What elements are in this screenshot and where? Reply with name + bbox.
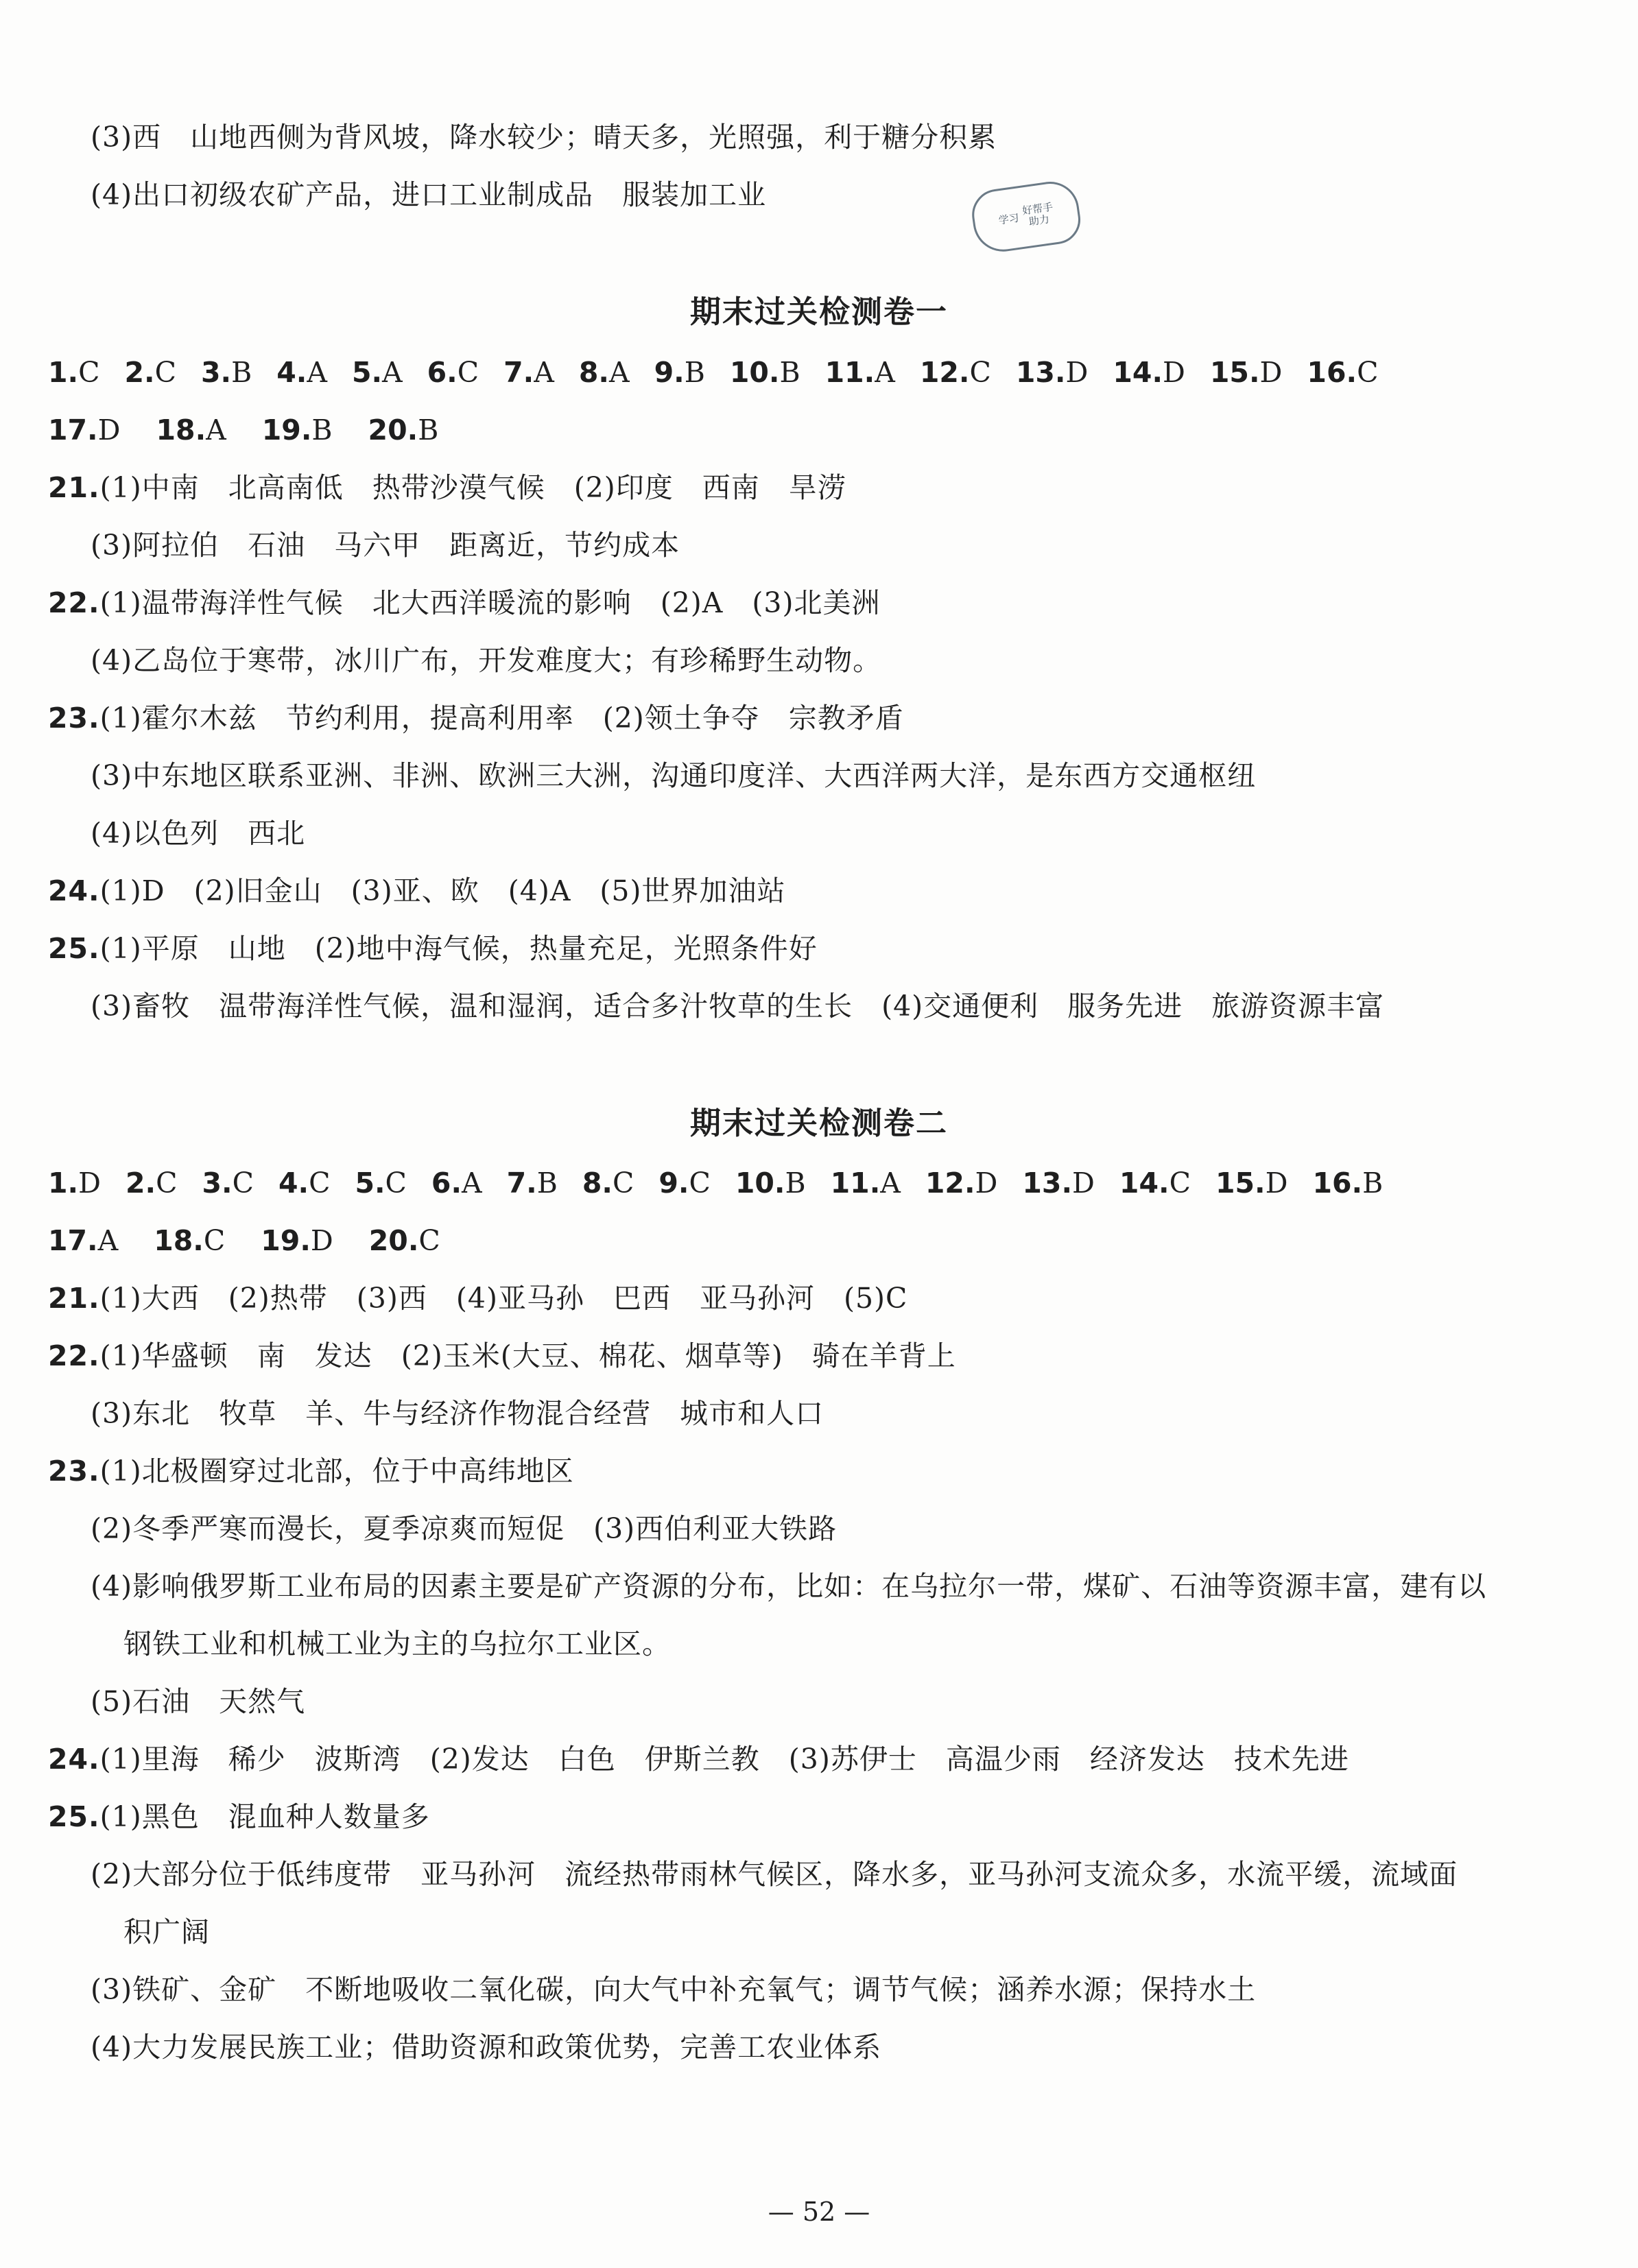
- mc-question-number: 4.: [278, 1167, 309, 1199]
- answer-line: (4)影响俄罗斯工业布局的因素主要是矿产资源的分布，比如：在乌拉尔一带，煤矿、石油等资源丰富，建有以: [91, 1570, 1487, 1603]
- mc-choice: A: [307, 356, 327, 389]
- mc-answer: [355, 1164, 406, 1202]
- mc-answer: [1312, 1164, 1383, 1202]
- answer-line: (5)石油 天然气: [91, 1685, 306, 1718]
- question-23: 23.(1)霍尔木兹 节约利用，提高利用率 (2)领土争夺 宗教矛盾: [48, 702, 904, 735]
- mc-answer: [1016, 353, 1089, 392]
- mc-answer: [276, 353, 327, 392]
- mc-question-number: 11.: [824, 356, 875, 389]
- mc-answer: [507, 1164, 558, 1202]
- answer-line: (3)铁矿、金矿 不断地吸收二氧化碳，向大气中补充氧气；调节气候；涵养水源；保持水土: [91, 1973, 1257, 2006]
- mc-answer: [1119, 1164, 1191, 1202]
- mc-answer: [582, 1164, 634, 1202]
- mc-question-number: 13.: [1022, 1167, 1073, 1199]
- answer-line: (3)东北 牧草 羊、牛与经济作物混合经营 城市和人口: [91, 1397, 824, 1430]
- mc-answer: [154, 1221, 225, 1260]
- mc-choice: C: [1169, 1167, 1191, 1199]
- mc-choice: C: [156, 1167, 178, 1199]
- question-22: 22.(1)华盛顿 南 发达 (2)玉米(大豆、棉花、烟草等) 骑在羊背上: [48, 1339, 956, 1372]
- mc-answer: [831, 1164, 901, 1202]
- mc-question-number: 10.: [729, 356, 780, 389]
- mc-question-number: 17.: [48, 414, 98, 446]
- mc-question-number: 16.: [1307, 356, 1357, 389]
- mc-answer: [202, 1164, 253, 1202]
- mc-question-number: 2.: [124, 356, 155, 389]
- mc-answer: [369, 1221, 440, 1260]
- mc-answer: [368, 411, 439, 449]
- answer-line: (3)西 山地西侧为背风坡，降水较少；晴天多，光照强，利于糖分积累: [91, 121, 997, 154]
- mc-answer: [825, 353, 895, 392]
- mc-question-number: 20.: [368, 1224, 419, 1257]
- mc-choice: B: [231, 356, 252, 389]
- mc-choice: C: [154, 356, 176, 389]
- mc-choice: D: [975, 1167, 998, 1199]
- mc-question-number: 11.: [830, 1167, 881, 1199]
- answer-line: (2)冬季严寒而漫长，夏季凉爽而短促 (3)西伯利亚大铁路: [91, 1512, 838, 1545]
- mc-question-number: 17.: [48, 1224, 98, 1257]
- mc-answer: [735, 1164, 806, 1202]
- mc-choice: C: [969, 356, 991, 389]
- mc-choice: D: [97, 414, 121, 446]
- mc-question-number: 5.: [351, 356, 383, 389]
- mc-question-number: 7.: [503, 356, 534, 389]
- question-21: 21.(1)中南 北高南低 热带沙漠气候 (2)印度 西南 旱涝: [48, 471, 846, 504]
- answer-line: 钢铁工业和机械工业为主的乌拉尔工业区。: [123, 1627, 671, 1660]
- mc-question-number: 14.: [1113, 356, 1163, 389]
- publisher-stamp: 学习 好帮手 助力: [969, 178, 1083, 256]
- mc-question-number: 5.: [355, 1167, 385, 1199]
- mc-choice: C: [1357, 356, 1379, 389]
- mc-choice: A: [206, 414, 226, 446]
- mc-question-number: 6.: [427, 356, 458, 389]
- mc-answer: [48, 1221, 118, 1260]
- mc-question-number: 19.: [261, 414, 312, 446]
- mc-answer: [579, 353, 630, 392]
- mc-answer: [427, 353, 479, 392]
- question-24: 24.(1)里海 稀少 波斯湾 (2)发达 白色 伊斯兰教 (3)苏伊士 高温少雨 经济发达 技术先进: [48, 1743, 1349, 1776]
- mc-choice: B: [785, 1167, 806, 1199]
- mc-answer: [48, 353, 99, 392]
- mc-answer: [920, 353, 991, 392]
- answer-line: (3)畜牧 温带海洋性气候，温和湿润，适合多汁牧草的生长 (4)交通便利 服务先进 旅游资源丰富: [91, 990, 1385, 1023]
- mc-answers-row: [48, 411, 474, 449]
- mc-choice: B: [536, 1167, 558, 1199]
- mc-choice: B: [684, 356, 705, 389]
- mc-choice: A: [875, 356, 895, 389]
- mc-answers-row: [48, 353, 1403, 392]
- mc-question-number: 12.: [925, 1167, 975, 1199]
- mc-question-number: 3.: [200, 356, 232, 389]
- mc-choice: B: [1362, 1167, 1384, 1199]
- question-25: 25.(1)黑色 混血种人数量多: [48, 1800, 430, 1833]
- mc-question-number: 10.: [735, 1167, 785, 1199]
- mc-answer: [124, 353, 176, 392]
- mc-question-number: 6.: [431, 1167, 462, 1199]
- section-title: 期末过关检测卷一: [689, 294, 948, 330]
- mc-choice: D: [1065, 356, 1089, 389]
- mc-choice: D: [310, 1224, 333, 1257]
- mc-choice: A: [880, 1167, 901, 1199]
- mc-answer: [262, 411, 333, 449]
- mc-answer: [658, 1164, 710, 1202]
- mc-answer: [1113, 353, 1185, 392]
- mc-question-number: 15.: [1215, 1167, 1266, 1199]
- mc-question-number: 13.: [1015, 356, 1066, 389]
- mc-choice: D: [1072, 1167, 1095, 1199]
- mc-answers-row: [48, 1164, 1408, 1202]
- mc-question-number: 15.: [1209, 356, 1260, 389]
- question-25: 25.(1)平原 山地 (2)地中海气候，热量充足，光照条件好: [48, 932, 818, 965]
- mc-question-number: 1.: [48, 356, 79, 389]
- mc-choice: B: [418, 414, 439, 446]
- mc-choice: C: [232, 1167, 254, 1199]
- question-22: 22.(1)温带海洋性气候 北大西洋暖流的影响 (2)A (3)北美洲: [48, 586, 881, 619]
- mc-choice: C: [309, 1167, 331, 1199]
- mc-choice: D: [1265, 1167, 1288, 1199]
- answer-line: 积广阔: [123, 1915, 210, 1948]
- mc-question-number: 16.: [1312, 1167, 1363, 1199]
- mc-question-number: 20.: [368, 414, 418, 446]
- mc-question-number: 9.: [658, 1167, 689, 1199]
- mc-question-number: 8.: [578, 356, 609, 389]
- answer-line: (4)大力发展民族工业；借助资源和政策优势，完善工农业体系: [91, 2031, 882, 2064]
- mc-question-number: 7.: [506, 1167, 537, 1199]
- mc-choice: B: [311, 414, 333, 446]
- mc-answer: [126, 1164, 177, 1202]
- mc-answer: [48, 411, 121, 449]
- answer-line: (4)以色列 西北: [91, 817, 306, 850]
- mc-choice: A: [534, 356, 554, 389]
- question-24: 24.(1)D (2)旧金山 (3)亚、欧 (4)A (5)世界加油站: [48, 874, 786, 907]
- mc-question-number: 4.: [276, 356, 307, 389]
- section-title: 期末过关检测卷二: [689, 1105, 948, 1141]
- answer-line: (3)中东地区联系亚洲、非洲、欧洲三大洲，沟通印度洋、大西洋两大洋，是东西方交通枢纽: [91, 759, 1257, 792]
- mc-answer: [261, 1221, 333, 1260]
- mc-question-number: 8.: [582, 1167, 613, 1199]
- mc-choice: D: [1163, 356, 1185, 389]
- mc-choice: A: [97, 1224, 119, 1257]
- mc-choice: C: [457, 356, 479, 389]
- mc-choice: C: [203, 1224, 226, 1257]
- mc-answer: [1215, 1164, 1288, 1202]
- mc-choice: D: [78, 1167, 101, 1199]
- mc-answer: [730, 353, 800, 392]
- mc-question-number: 18.: [156, 414, 206, 446]
- mc-answer: [156, 411, 226, 449]
- mc-answer: [352, 353, 403, 392]
- answer-line: (4)出口初级农矿产品，进口工业制成品 服装加工业: [91, 178, 767, 211]
- mc-answers-row: [48, 1221, 476, 1260]
- question-23: 23.(1)北极圈穿过北部，位于中高纬地区: [48, 1455, 574, 1488]
- mc-choice: C: [418, 1224, 440, 1257]
- mc-answer: [201, 353, 252, 392]
- mc-answer: [278, 1164, 330, 1202]
- mc-choice: A: [382, 356, 403, 389]
- mc-choice: A: [462, 1167, 482, 1199]
- answer-line: (2)大部分位于低纬度带 亚马孙河 流经热带雨林气候区，降水多，亚马孙河支流众多，水流平缓，流域面: [91, 1858, 1458, 1891]
- mc-question-number: 19.: [261, 1224, 311, 1257]
- mc-question-number: 2.: [125, 1167, 156, 1199]
- mc-question-number: 1.: [48, 1167, 79, 1199]
- mc-answer: [48, 1164, 101, 1202]
- mc-question-number: 18.: [154, 1224, 204, 1257]
- mc-answer: [1210, 353, 1283, 392]
- mc-choice: D: [1259, 356, 1283, 389]
- mc-question-number: 12.: [919, 356, 970, 389]
- mc-choice: C: [385, 1167, 407, 1199]
- mc-question-number: 3.: [202, 1167, 233, 1199]
- mc-question-number: 14.: [1119, 1167, 1170, 1199]
- answer-line: (3)阿拉伯 石油 马六甲 距离近，节约成本: [91, 529, 680, 562]
- answer-line: (4)乙岛位于寒带，冰川广布，开发难度大；有珍稀野生动物。: [91, 644, 882, 677]
- mc-choice: C: [78, 356, 100, 389]
- mc-choice: C: [613, 1167, 634, 1199]
- question-21: 21.(1)大西 (2)热带 (3)西 (4)亚马孙 巴西 亚马孙河 (5)C: [48, 1282, 908, 1315]
- mc-answer: [654, 353, 705, 392]
- mc-answer: [431, 1164, 482, 1202]
- page-number: — 52 —: [768, 2197, 870, 2227]
- mc-answer: [1307, 353, 1378, 392]
- mc-answer: [503, 353, 554, 392]
- mc-choice: A: [608, 356, 630, 389]
- mc-choice: B: [779, 356, 800, 389]
- mc-question-number: 9.: [654, 356, 685, 389]
- mc-answer: [925, 1164, 998, 1202]
- mc-choice: C: [689, 1167, 711, 1199]
- mc-answer: [1022, 1164, 1095, 1202]
